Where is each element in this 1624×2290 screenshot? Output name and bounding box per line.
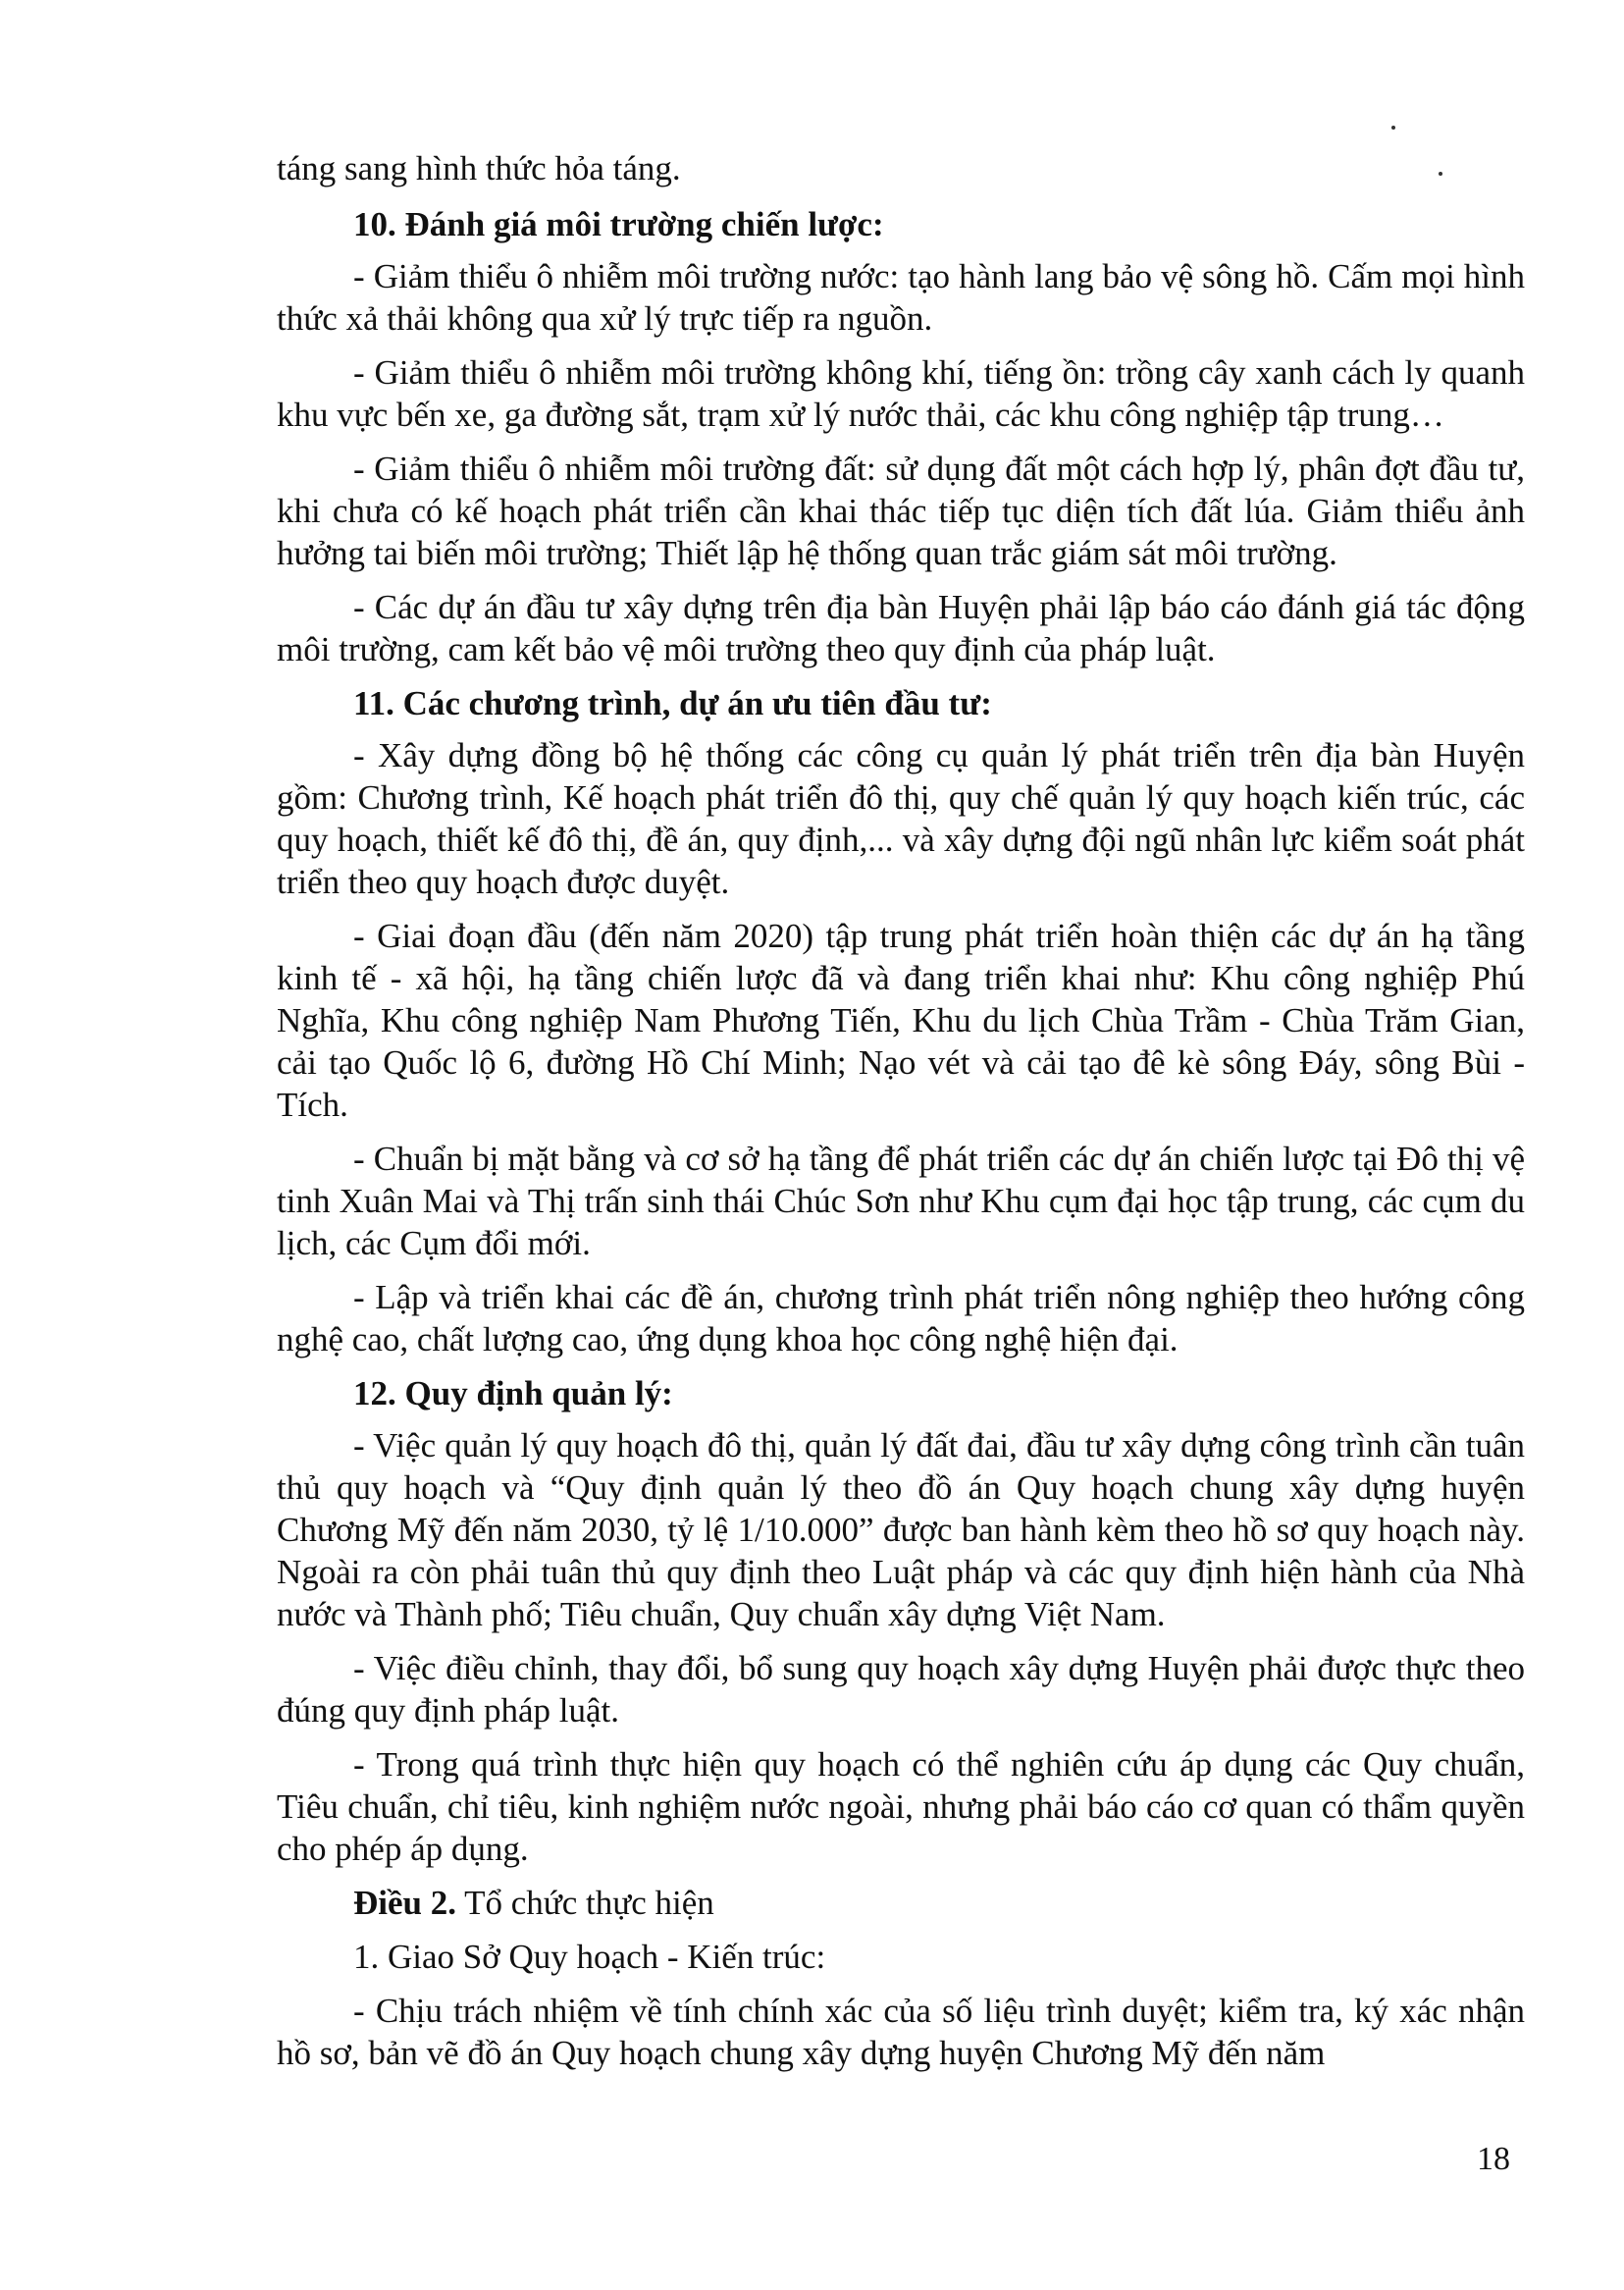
paragraph: 1. Giao Sở Quy hoạch - Kiến trúc: xyxy=(353,1938,826,1976)
article-heading xyxy=(277,1882,1525,1924)
paragraph: - Giảm thiểu ô nhiễm môi trường không khí, tiếng ồn: trồng cây xanh cách ly quanh khu vực bến xe, ga đường sắt, trạm xử lý nước thải, các khu công nghiệp tập trung… xyxy=(277,353,1525,434)
document-body xyxy=(277,147,1525,2086)
paragraph: - Xây dựng đồng bộ hệ thống các công cụ quản lý phát triển trên địa bàn Huyện gồm: Chương trình, Kế hoạch phát triển đô thị, quy chế quản lý quy hoạch kiến trúc, các quy hoạch, thiết kế đô thị, đề án, quy định,... và xây dựng đội ngũ nhân lực kiểm soát phát triển theo quy hoạch được duyệt. xyxy=(277,736,1525,901)
paragraph: - Các dự án đầu tư xây dựng trên địa bàn Huyện phải lập báo cáo đánh giá tác động môi trường, cam kết bảo vệ môi trường theo quy định của pháp luật. xyxy=(277,588,1525,668)
paragraph: - Giảm thiểu ô nhiễm môi trường đất: sử dụng đất một cách hợp lý, phân đợt đầu tư, khi chưa có kế hoạch phát triển cần khai thác tiếp tục diện tích đất lúa. Giảm thiểu ảnh hưởng tai biến môi trường; Thiết lập hệ thống quan trắc giám sát môi trường. xyxy=(277,450,1525,572)
article-title: Tổ chức thực hiện xyxy=(464,1884,714,1922)
paragraph: - Giai đoạn đầu (đến năm 2020) tập trung phát triển hoàn thiện các dự án hạ tầng kinh tế - xã hội, hạ tầng chiến lược đã và đang triển khai như: Khu công nghiệp Phú Nghĩa, Khu công nghiệp Nam Phương Tiến, Khu du lịch Chùa Trầm - Chùa Trăm Gian, cải tạo Quốc lộ 6, đường Hồ Chí Minh; Nạo vét và cải tạo đê kè sông Đáy, sông Bùi - Tích. xyxy=(277,917,1525,1124)
paragraph-continuation: táng sang hình thức hỏa táng. xyxy=(277,149,681,187)
paragraph: - Trong quá trình thực hiện quy hoạch có thể nghiên cứu áp dụng các Quy chuẩn, Tiêu chuẩn, chỉ tiêu, kinh nghiệm nước ngoài, nhưng phải báo cáo cơ quan có thẩm quyền cho phép áp dụng. xyxy=(277,1745,1525,1868)
paragraph: - Chuẩn bị mặt bằng và cơ sở hạ tầng để phát triển các dự án chiến lược tại Đô thị vệ tinh Xuân Mai và Thị trấn sinh thái Chúc Sơn như Khu cụm đại học tập trung, các cụm du lịch, các Cụm đổi mới. xyxy=(277,1140,1525,1262)
scan-speck xyxy=(1391,126,1395,130)
paragraph: - Chịu trách nhiệm về tính chính xác của số liệu trình duyệt; kiểm tra, ký xác nhận hồ sơ, bản vẽ đồ án Quy hoạch chung xây dựng huyện Chương Mỹ đến năm xyxy=(277,1992,1525,2072)
section-heading-11: 11. Các chương trình, dự án ưu tiên đầu tư: xyxy=(353,684,992,722)
paragraph: - Việc điều chỉnh, thay đổi, bổ sung quy hoạch xây dựng Huyện phải được thực theo đúng quy định pháp luật. xyxy=(277,1649,1525,1730)
paragraph: - Giảm thiểu ô nhiễm môi trường nước: tạo hành lang bảo vệ sông hồ. Cấm mọi hình thức xả thải không qua xử lý trực tiếp ra nguồn. xyxy=(277,257,1525,338)
article-label: Điều 2. xyxy=(353,1884,456,1922)
page-number: 18 xyxy=(1477,2141,1510,2177)
section-heading-12: 12. Quy định quản lý: xyxy=(353,1374,673,1412)
section-heading-10: 10. Đánh giá môi trường chiến lược: xyxy=(353,205,884,243)
paragraph: - Lập và triển khai các đề án, chương trình phát triển nông nghiệp theo hướng công nghệ cao, chất lượng cao, ứng dụng khoa học công nghệ hiện đại. xyxy=(277,1278,1525,1358)
paragraph: - Việc quản lý quy hoạch đô thị, quản lý đất đai, đầu tư xây dựng công trình cần tuân thủ quy hoạch và “Quy định quản lý theo đồ án Quy hoạch chung xây dựng huyện Chương Mỹ đến năm 2030, tỷ lệ 1/10.000” được ban hành kèm theo hồ sơ quy hoạch này. Ngoài ra còn phải tuân thủ quy định theo Luật pháp và các quy định hiện hành của Nhà nước và Thành phố; Tiêu chuẩn, Quy chuẩn xây dựng Việt Nam. xyxy=(277,1426,1525,1633)
